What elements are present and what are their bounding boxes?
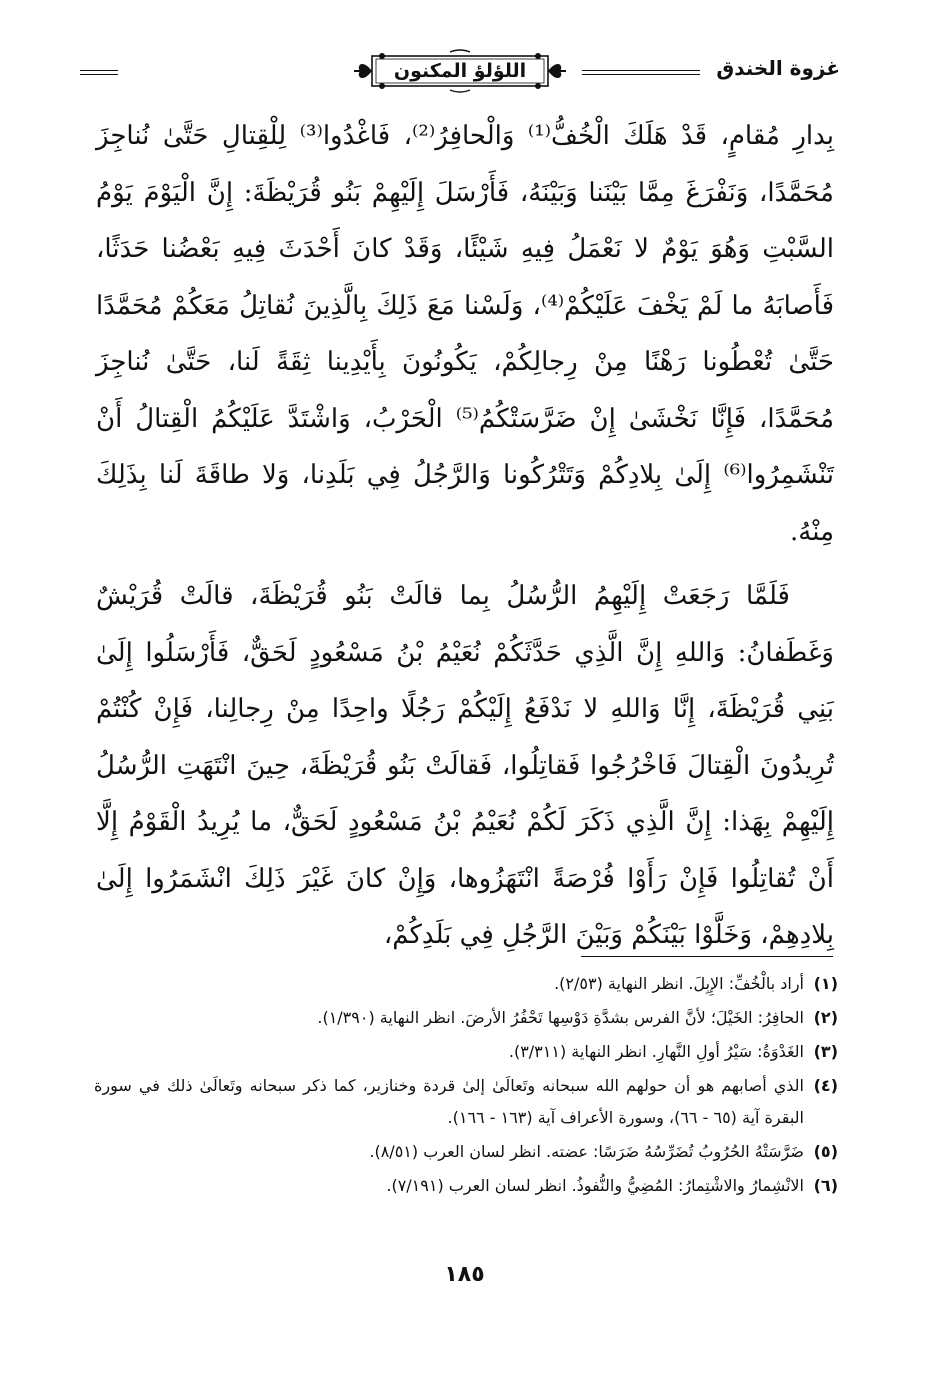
footnote-text: ضَرَّسَتْهُ الحُرُوبُ تُضَرِّسُهُ ضَرَسًا: عضته. انظر لسان العرب (٨/٥١). [369, 1142, 804, 1161]
paragraph-1: بِدارِ مُقامٍ، قَدْ هَلَكَ الْخُفُّ⁽¹⁾ وَالْحافِرُ⁽²⁾، فَاغْدُوا⁽³⁾ لِلْقِتالِ حَتَّىٰ نُناجِزَ مُحَمَّدًا، وَنَفْرَغَ مِمَّا بَيْنَنا وَبَيْنَهُ، فَأَرْسَلَ إِلَيْهِمْ بَنُو قُرَيْظَةَ: إِنَّ الْيَوْمَ يَوْمُ السَّبْتِ وَهُوَ يَوْمٌ لا نَعْمَلُ فِيهِ شَيْئًا، وَقَدْ كانَ أَحْدَثَ فِيهِ بَعْضُنا حَدَثًا، فَأَصابَهُ ما لَمْ يَخْفَ عَلَيْكُمْ⁽⁴⁾، وَلَسْنا مَعَ ذَلِكَ بِالَّذِينَ نُقاتِلُ مَعَكُمْ مُحَمَّدًا حَتَّىٰ تُعْطُونا رَهْنًا مِنْ رِجالِكُمْ، يَكُونُونَ بِأَيْدِينا ثِقَةً لَنا، حَتَّىٰ نُناجِزَ مُحَمَّدًا، فَإِنَّا نَخْشَىٰ إِنْ ضَرَّسَتْكُمُ⁽⁵⁾ الْحَرْبُ، وَاشْتَدَّ عَلَيْكُمُ الْقِتالُ أَنْ تَنْشَمِرُوا⁽⁶⁾ إِلَىٰ بِلادِكُمْ وَتَتْرُكُونا وَالرَّجُلُ فِي بَلَدِنا، وَلا طاقَةَ لَنا بِذَلِكَ مِنْهُ. [96, 121, 835, 547]
footnote [94, 1036, 838, 1068]
footnote [94, 1002, 838, 1034]
footnote [94, 1136, 838, 1168]
footnote-number: (٤) [813, 1076, 838, 1095]
footnote-separator [581, 956, 833, 957]
chapter-title: غزوة الخندق [716, 56, 840, 80]
page-number: ١٨٥ [444, 1262, 485, 1287]
footnote-number: (٢) [813, 1008, 838, 1027]
running-header [80, 48, 840, 100]
paragraph-2: فَلَمَّا رَجَعَتْ إِلَيْهِمُ الرُّسُلُ بِما قالَتْ بَنُو قُرَيْظَةَ، قالَتْ قُرَيْشٌ وَغَطَفانُ: وَاللهِ إِنَّ الَّذِي حَدَّثَكُمْ نُعَيْمُ بْنُ مَسْعُودٍ لَحَقٌّ، فَأَرْسَلُوا إِلَىٰ بَنِي قُرَيْظَةَ، إِنَّا وَاللهِ لا نَدْفَعُ إِلَيْكُمْ رَجُلًا واحِدًا مِنْ رِجالِنا، فَإِنْ كُنْتُمْ تُرِيدُونَ الْقِتالَ فَاخْرُجُوا فَقاتِلُوا، فَقالَتْ بَنُو قُرَيْظَةَ، حِينَ انْتَهَتِ الرُّسُلُ إِلَيْهِمْ بِهَذا: إِنَّ الَّذِي ذَكَرَ لَكُمْ نُعَيْمُ بْنُ مَسْعُودٍ لَحَقٌّ، ما يُرِيدُ الْقَوْمُ إِلَّا أَنْ تُقاتِلُوا فَإِنْ رَأَوْا فُرْصَةً انْتَهَزُوها، وَإِنْ كانَ غَيْرَ ذَلِكَ انْشَمَرُوا إِلَىٰ بِلادِهِمْ، وَخَلَّوْا بَيْنَكُمْ وَبَيْنَ الرَّجُلِ فِي بَلَدِكُمْ، [96, 581, 834, 950]
footnotes [94, 968, 838, 1204]
footnote-number: (٥) [813, 1142, 838, 1161]
footnote-text: الانْشِمارُ والاشْتِمارُ: المُضِيُّ والنُّفوذُ. انظر لسان العرب (٧/١٩١). [386, 1176, 804, 1195]
footnote-number: (٣) [813, 1042, 838, 1061]
book-title: اللؤلؤ المكنون [393, 60, 527, 82]
header-rule-right [582, 70, 700, 78]
footnote-text: الغَدْوَةُ: سَيْرُ أولِ النَّهارِ. انظر النهاية (٣/٣١١). [508, 1042, 804, 1061]
footnote-number: (٦) [813, 1176, 838, 1195]
footnote-text: الذي أصابهم هو أن حولهم الله سبحانه وتَعالَىٰ إلىٰ قردة وخنازير، كما ذكر سبحانه وتَعالَىٰ ذلك في سورة البقرة آية (٦٥ - ٦٦)، وسورة الأعراف آية (١٦٣ - ١٦٦). [94, 1076, 804, 1127]
header-rule-left [80, 70, 118, 78]
main-text [96, 108, 834, 964]
footnote [94, 1170, 838, 1202]
footnote-text: أراد بالْخُفِّ: الإِبِلَ. انظر النهاية (٢/٥٣). [554, 974, 804, 993]
book-title-ornament [352, 48, 568, 94]
footnote-text: الحافِرُ: الخَيْلَ؛ لأنَّ الفرس بشدَّةِ دَوْسِها تَحْفُرُ الأرضَ. انظر النهاية (١/٣٩٠). [317, 1008, 804, 1027]
footnote [94, 968, 838, 1000]
footnote-number: (١) [813, 974, 838, 993]
footnote [94, 1070, 838, 1134]
